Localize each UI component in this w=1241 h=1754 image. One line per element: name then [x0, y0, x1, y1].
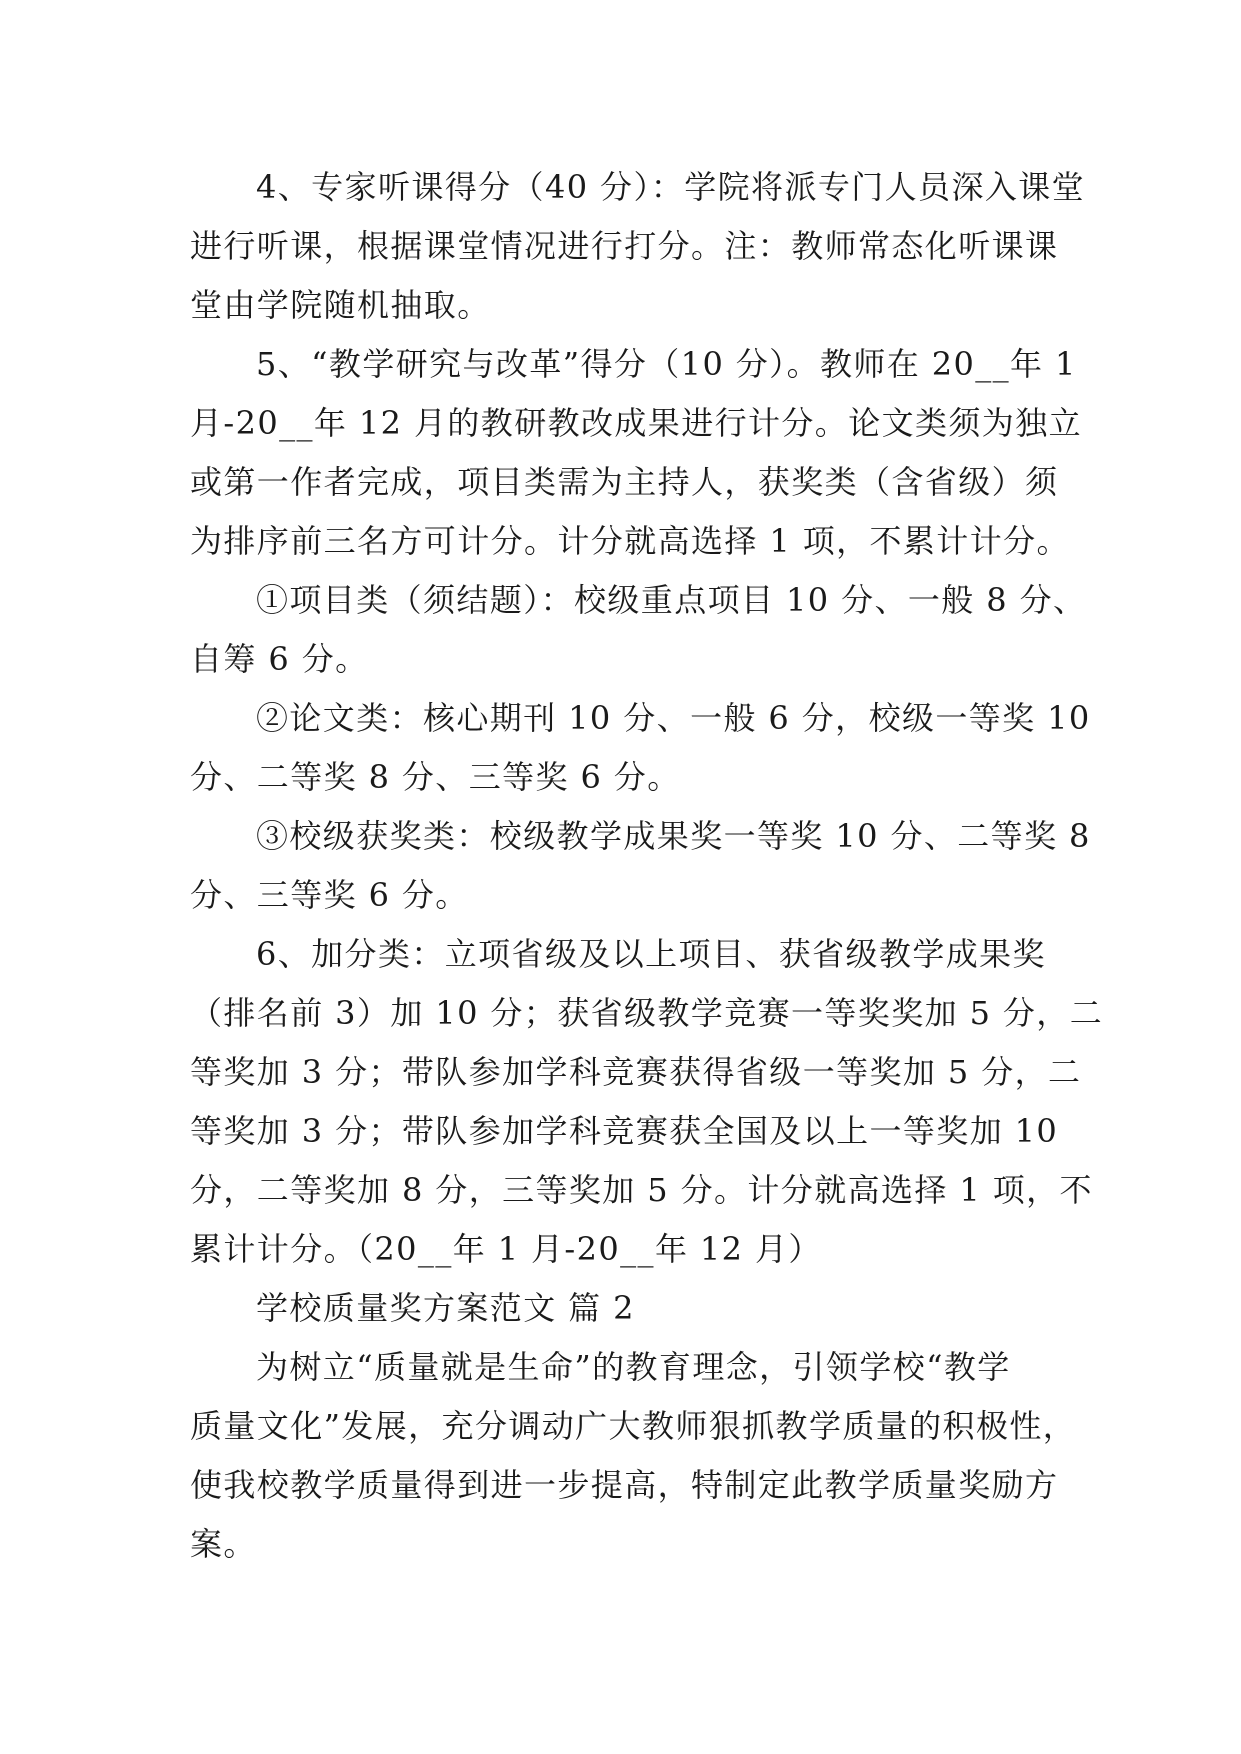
paragraph-6-line-4: 等奖加 3 分；带队参加学科竞赛获全国及以上一等奖加 10 — [190, 1112, 1059, 1150]
intro-paragraph-line-4: 案。 — [190, 1525, 257, 1563]
paragraph-5-line-1: 5、“教学研究与改革”得分（10 分）。教师在 20__年 1 — [256, 345, 1077, 383]
item-1-line-2: 自筹 6 分。 — [190, 640, 369, 678]
paragraph-4-line-3: 堂由学院随机抽取。 — [190, 286, 491, 324]
paragraph-4-line-2: 进行听课，根据课堂情况进行打分。注：教师常态化听课课 — [190, 227, 1059, 265]
item-3-line-1: ③校级获奖类：校级教学成果奖一等奖 10 分、二等奖 8 — [256, 817, 1091, 855]
paragraph-5-line-2: 月-20__年 12 月的教研教改成果进行计分。论文类须为独立 — [190, 404, 1082, 442]
paragraph-5-line-3: 或第一作者完成，项目类需为主持人，获奖类（含省级）须 — [190, 463, 1059, 501]
intro-paragraph-line-3: 使我校教学质量得到进一步提高，特制定此教学质量奖励方 — [190, 1466, 1059, 1504]
paragraph-6-line-6: 累计计分。（20__年 1 月-20__年 12 月） — [190, 1230, 822, 1268]
paragraph-4-line-1: 4、专家听课得分（40 分）：学院将派专门人员深入课堂 — [256, 168, 1086, 206]
document-body — [190, 158, 1104, 1574]
intro-paragraph-line-1: 为树立“质量就是生命”的教育理念，引领学校“教学 — [256, 1348, 1011, 1386]
paragraph-6-line-2: （排名前 3）加 10 分；获省级教学竞赛一等奖奖加 5 分，二 — [190, 994, 1104, 1032]
paragraph-5-line-4: 为排序前三名方可计分。计分就高选择 1 项，不累计计分。 — [190, 522, 1070, 560]
intro-paragraph-line-2: 质量文化”发展，充分调动广大教师狠抓教学质量的积极性， — [190, 1407, 1077, 1445]
paragraph-6-line-3: 等奖加 3 分；带队参加学科竞赛获得省级一等奖加 5 分，二 — [190, 1053, 1082, 1091]
item-2-line-1: ②论文类：核心期刊 10 分、一般 6 分，校级一等奖 10 — [256, 699, 1091, 737]
item-1-line-1: ①项目类（须结题）：校级重点项目 10 分、一般 8 分、 — [256, 581, 1087, 619]
item-3-line-2: 分、三等奖 6 分。 — [190, 876, 469, 914]
paragraph-6-line-1: 6、加分类：立项省级及以上项目、获省级教学成果奖 — [256, 935, 1046, 973]
paragraph-6-line-5: 分，二等奖加 8 分，三等奖加 5 分。计分就高选择 1 项，不 — [190, 1171, 1093, 1209]
item-2-line-2: 分、二等奖 8 分、三等奖 6 分。 — [190, 758, 681, 796]
section-heading: 学校质量奖方案范文 篇 2 — [256, 1289, 635, 1327]
